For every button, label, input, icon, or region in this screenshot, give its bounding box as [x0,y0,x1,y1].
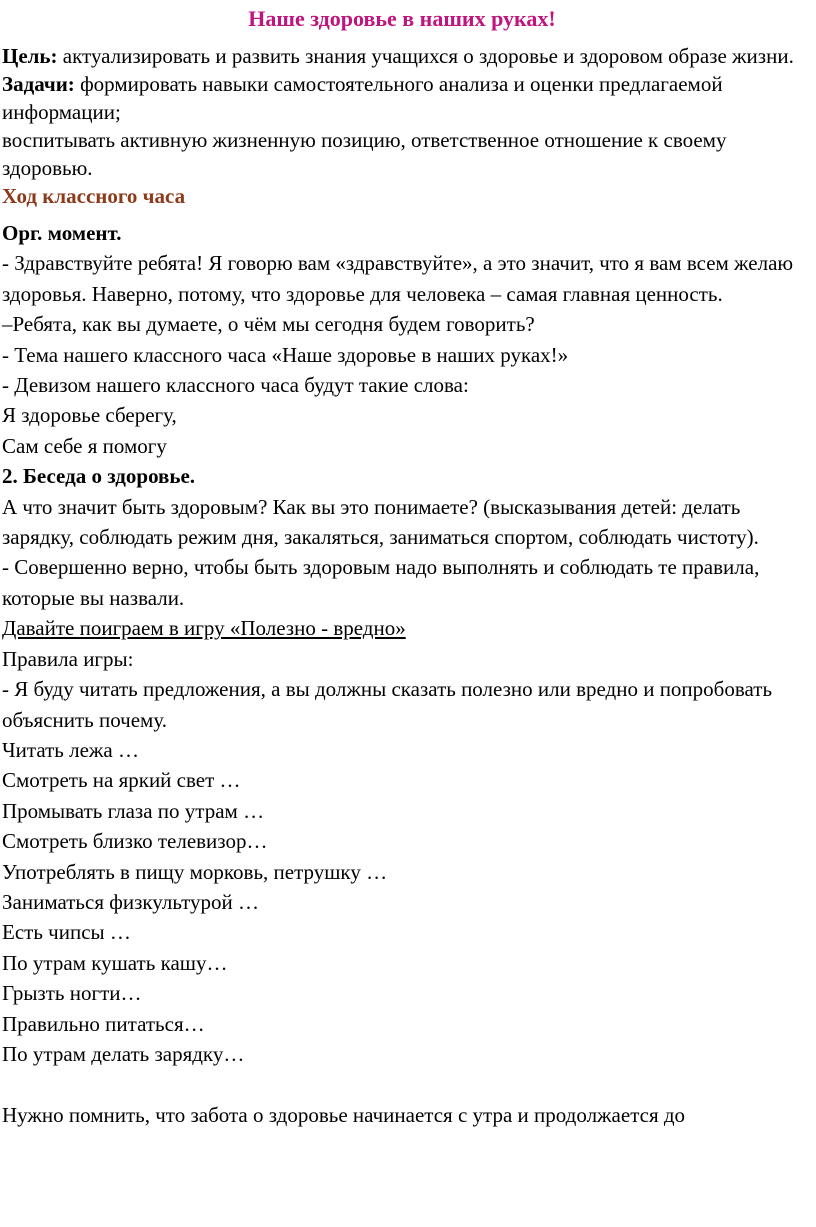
tasks-paragraph-2: воспитывать активную жизненную позицию, ответственное отношение к своему здоровью. [2,128,727,180]
org-line: - Девизом нашего классного часа будут такие слова: [2,373,469,398]
talk-heading [2,461,802,491]
section-heading: Ход классного часа [2,184,186,208]
game-item: Смотреть близко телевизор… [2,829,268,854]
game-title: Давайте поиграем в игру «Полезно - вредно» [2,616,406,641]
org-line: - Здравствуйте ребята! Я говорю вам «здравствуйте», а это значит, что я вам всем желаю здоровья. Наверно, потому, что здоровье для человека – самая главная ценность. [2,251,794,306]
tasks-paragraph [2,70,802,126]
talk-heading-text: 2. Беседа о здоровье. [2,464,196,489]
motto-line: Я здоровье сберегу, [2,403,177,428]
game-item: Грызть ногти… [2,981,142,1006]
rules-label: Правила игры: [2,646,134,671]
talk-line: - Совершенно верно, чтобы быть здоровым надо выполнять и соблюдать те правила, которые вы назвали. [2,555,760,610]
org-heading [2,218,802,248]
game-item: Есть чипсы … [2,920,131,945]
goal-paragraph [2,42,802,70]
tasks-label: Задачи: [2,72,75,96]
game-item: Смотреть на яркий свет … [2,768,241,793]
game-item: Промывать глаза по утрам … [2,798,265,823]
goal-label: Цель: [2,44,58,68]
talk-line: А что значит быть здоровым? Как вы это понимаете? (высказывания детей: делать зарядку, соблюдать режим дня, закаляться, заниматься спортом, соблюдать чистоту). [2,494,759,550]
org-line: - Тема нашего классного часа «Наше здоровье в наших руках!» [2,342,569,367]
game-item: По утрам кушать кашу… [2,950,228,975]
lesson-body [2,218,802,1130]
tasks-text: формировать навыки самостоятельного анализа и оценки предлагаемой информации; [2,72,723,124]
org-line: –Ребята, как вы думаете, о чём мы сегодня будем говорить? [2,312,535,337]
game-item: Правильно питаться… [2,1011,205,1036]
blank-line [2,1069,802,1099]
motto-line: Сам себе я помогу [2,433,167,458]
rules-text: - Я буду читать предложения, а вы должны сказать полезно или вредно и попробовать объяснить почему. [2,677,773,732]
game-item: По утрам делать зарядку… [2,1041,245,1066]
intro-section [2,42,802,182]
game-item: Читать лежа … [2,737,139,762]
closing-text: Нужно помнить, что забота о здоровье начинается с утра и продолжается до [2,1102,686,1127]
game-item: Заниматься физкультурой … [2,889,259,914]
game-item: Употреблять в пищу морковь, петрушку … [2,859,388,884]
document-title: Наше здоровье в наших руках! [248,6,556,31]
goal-text: актуализировать и развить знания учащихся о здоровье и здоровом образе жизни. [57,44,794,68]
org-heading-text: Орг. момент. [2,221,122,245]
